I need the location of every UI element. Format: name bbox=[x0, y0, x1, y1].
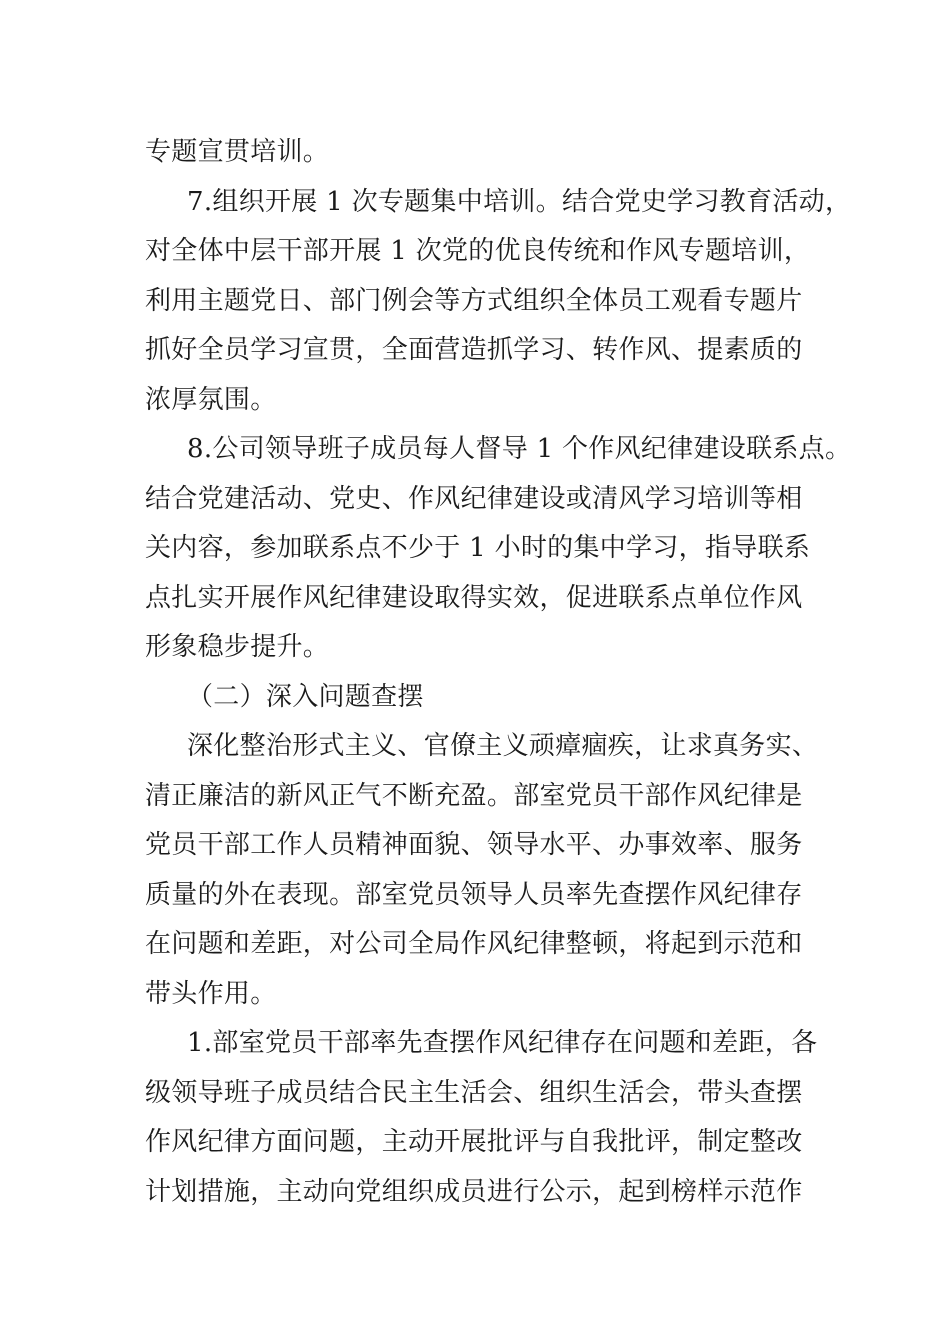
text-line: 作风纪律方面问题，主动开展批评与自我批评，制定整改 bbox=[145, 1127, 803, 1157]
text-line: 清正廉洁的新风正气不断充盈。部室党员干部作风纪律是 bbox=[145, 780, 803, 811]
section-heading: （二）深入问题查摆 bbox=[187, 681, 424, 712]
text-line: 质量的外在表现。部室党员领导人员率先查摆作风纪律存 bbox=[145, 879, 803, 910]
text-line: 对全体中层干部开展 1 次党的优良传统和作风专题培训， bbox=[145, 236, 811, 266]
text-line: 级领导班子成员结合民主生活会、组织生活会，带头查摆 bbox=[145, 1077, 803, 1108]
text-line: 结合党建活动、党史、作风纪律建设或清风学习培训等相 bbox=[145, 483, 803, 514]
body-text bbox=[145, 128, 852, 1217]
text-line: 8.公司领导班子成员每人督导 1 个作风纪律建设联系点。 bbox=[187, 434, 852, 464]
text-line: 党员干部工作人员精神面貌、领导水平、办事效率、服务 bbox=[145, 830, 803, 860]
text-line: 计划措施，主动向党组织成员进行公示，起到榜样示范作 bbox=[145, 1176, 803, 1207]
text-line: 带头作用。 bbox=[145, 978, 277, 1009]
text-line: 关内容，参加联系点不少于 1 小时的集中学习，指导联系 bbox=[145, 533, 811, 563]
text-line: 专题宣贯培训。 bbox=[145, 137, 330, 167]
text-line: 1.部室党员干部率先查摆作风纪律存在问题和差距，各 bbox=[187, 1028, 818, 1058]
text-line: 深化整治形式主义、官僚主义顽瘴痼疾，让求真务实、 bbox=[187, 731, 819, 761]
text-line: 浓厚氛围。 bbox=[145, 384, 277, 415]
text-line: 7.组织开展 1 次专题集中培训。结合党史学习教育活动， bbox=[187, 186, 852, 217]
text-line: 在问题和差距，对公司全局作风纪律整顿，将起到示范和 bbox=[145, 929, 803, 959]
text-line: 利用主题党日、部门例会等方式组织全体员工观看专题片 bbox=[145, 285, 803, 316]
text-line: 抓好全员学习宣贯，全面营造抓学习、转作风、提素质的 bbox=[145, 335, 803, 365]
text-line: 点扎实开展作风纪律建设取得实效，促进联系点单位作风 bbox=[145, 582, 803, 613]
text-line: 形象稳步提升。 bbox=[145, 632, 330, 662]
